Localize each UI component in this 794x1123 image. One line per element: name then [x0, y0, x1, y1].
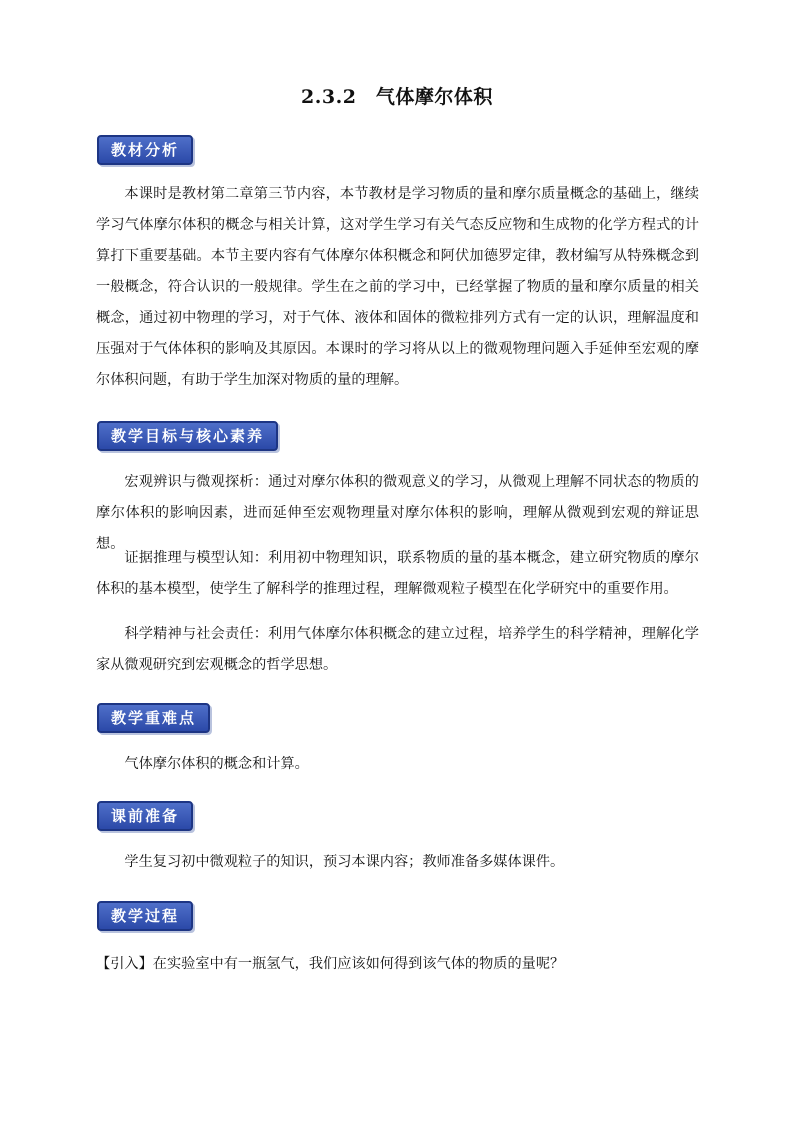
section-badge-keypoints: 教学重难点 [97, 703, 210, 733]
section-badge-preparation: 课前准备 [97, 801, 193, 831]
analysis-paragraph: 本课时是教材第二章第三节内容，本节教材是学习物质的量和摩尔质量概念的基础上，继续学习气体摩尔体积的概念与相关计算，这对学生学习有关气态反应物和生成物的化学方程式的计算打下重要基础。本节主要内容有气体摩尔体积概念和阿伏加德罗定律，教材编写从特殊概念到一般概念，符合认识的一般规律。学生在之前的学习中，已经掌握了物质的量和摩尔质量的相关概念，通过初中物理的学习，对于气体、液体和固体的微粒排列方式有一定的认识，理解温度和压强对于气体体积的影响及其原因。本课时的学习将从以上的微观物理问题入手延伸至宏观的摩尔体积问题，有助于学生加深对物质的量的理解。 [96, 186, 699, 388]
section-badge-analysis: 教材分析 [97, 135, 193, 165]
goal-paragraph-2: 证据推理与模型认知：利用初中物理知识，联系物质的量的基本概念，建立研究物质的摩尔体积的基本模型，使学生了解科学的推理过程，理解微观粒子模型在化学研究中的重要作用。 [96, 550, 699, 597]
goal-paragraph-3: 科学精神与社会责任：利用气体摩尔体积概念的建立过程，培养学生的科学精神，理解化学家从微观研究到宏观概念的哲学思想。 [96, 626, 699, 673]
intro-paragraph [96, 949, 699, 980]
page-title: 2.3.2 气体摩尔体积 [301, 86, 493, 108]
intro-text: 在实验室中有一瓶氢气，我们应该如何得到该气体的物质的量呢？ [152, 956, 565, 972]
section-badge-process: 教学过程 [97, 901, 193, 931]
preparation-paragraph: 学生复习初中微观粒子的知识，预习本课内容；教师准备多媒体课件。 [124, 854, 565, 870]
section-badge-goals: 教学目标与核心素养 [97, 421, 278, 451]
intro-label: 【引入】 [96, 956, 153, 972]
goal-paragraph-1: 宏观辨识与微观探析：通过对摩尔体积的微观意义的学习，从微观上理解不同状态的物质的摩尔体积的影响因素，进而延伸至宏观物理量对摩尔体积的影响，理解从微观到宏观的辩证思想。 [96, 474, 699, 552]
keypoints-paragraph: 气体摩尔体积的概念和计算。 [124, 756, 309, 772]
